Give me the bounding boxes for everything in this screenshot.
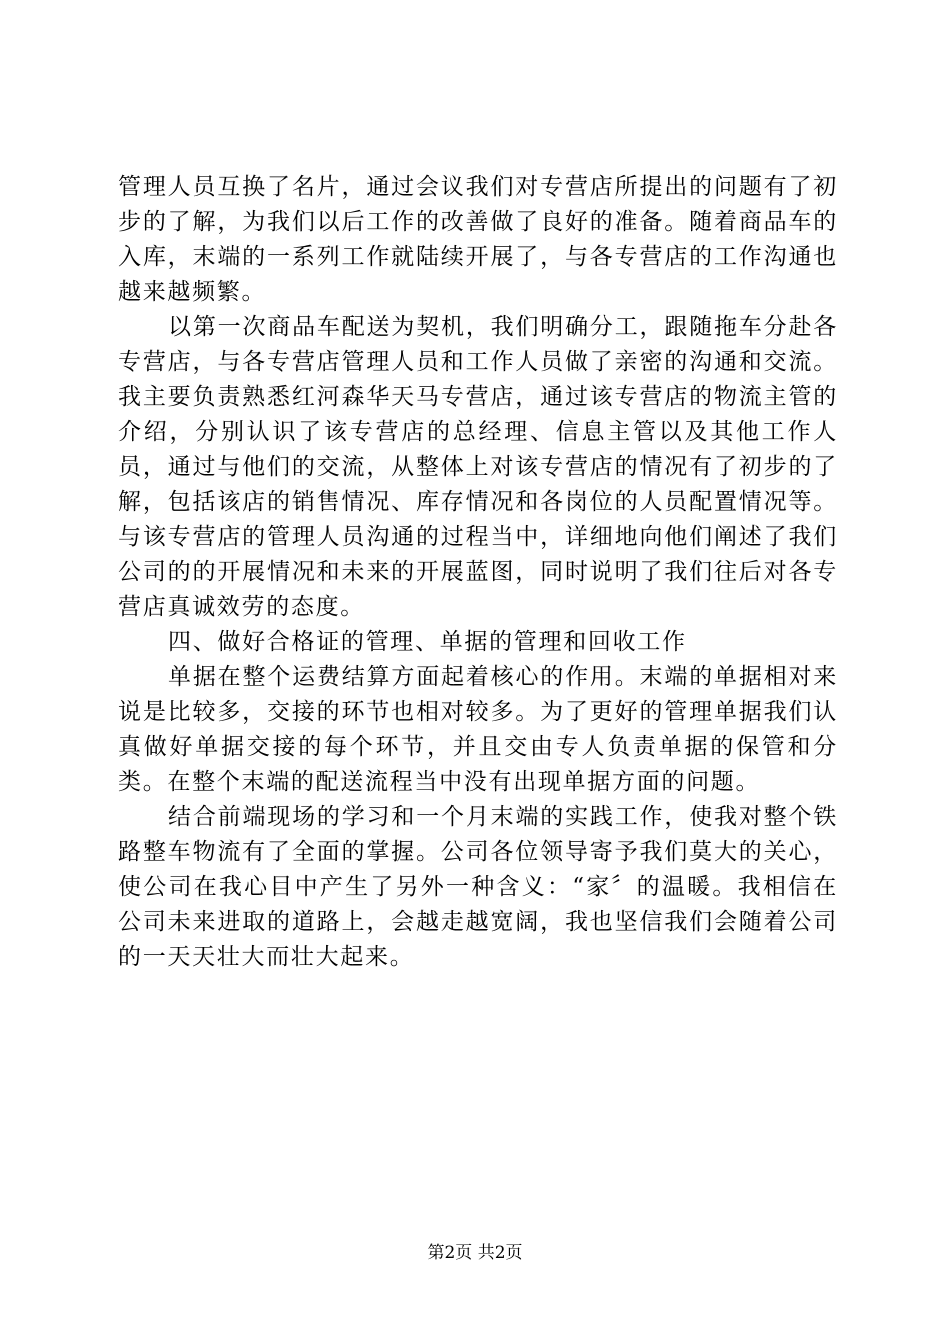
paragraph-documents: 单据在整个运费结算方面起着核心的作用。末端的单据相对来说是比较多，交接的环节也相对较多。为了更好的管理单据我们认真做好单据交接的每个环节，并且交由专人负责单据的保管和分类。在整个末端的配送流程当中没有出现单据方面的问题。 bbox=[118, 664, 838, 795]
paragraph-conclusion: 结合前端现场的学习和一个月末端的实践工作，使我对整个铁路整车物流有了全面的掌握。公司各位领导寄予我们莫大的关心，使公司在我心目中产生了另外一种含义：“家〞的温暖。我相信在公司未来进取的道路上，会越走越宽阔，我也坚信我们会随着公司的一天天壮大而壮大起来。 bbox=[118, 804, 838, 970]
document-body bbox=[118, 170, 838, 975]
page-footer bbox=[0, 1242, 950, 1264]
section-heading-certificates: 四、做好合格证的管理、单据的管理和回收工作 bbox=[168, 629, 687, 655]
paragraph-continuation: 管理人员互换了名片，通过会议我们对专营店所提出的问题有了初步的了解，为我们以后工作的改善做了良好的准备。随着商品车的入库，末端的一系列工作就陆续开展了，与各专营店的工作沟通也越来越频繁。 bbox=[118, 174, 838, 305]
paragraph-first-delivery: 以第一次商品车配送为契机，我们明确分工，跟随拖车分赴各专营店，与各专营店管理人员和工作人员做了亲密的沟通和交流。我主要负责熟悉红河森华天马专营店，通过该专营店的物流主管的介绍，分别认识了该专营店的总经理、信息主管以及其他工作人员，通过与他们的交流，从整体上对该专营店的情况有了初步的了解，包括该店的销售情况、库存情况和各岗位的人员配置情况等。与该专营店的管理人员沟通的过程当中，详细地向他们阐述了我们公司的的开展情况和未来的开展蓝图，同时说明了我们往后对各专营店真诚效劳的态度。 bbox=[118, 314, 838, 620]
page-number: 第2页 共2页 bbox=[427, 1243, 523, 1263]
